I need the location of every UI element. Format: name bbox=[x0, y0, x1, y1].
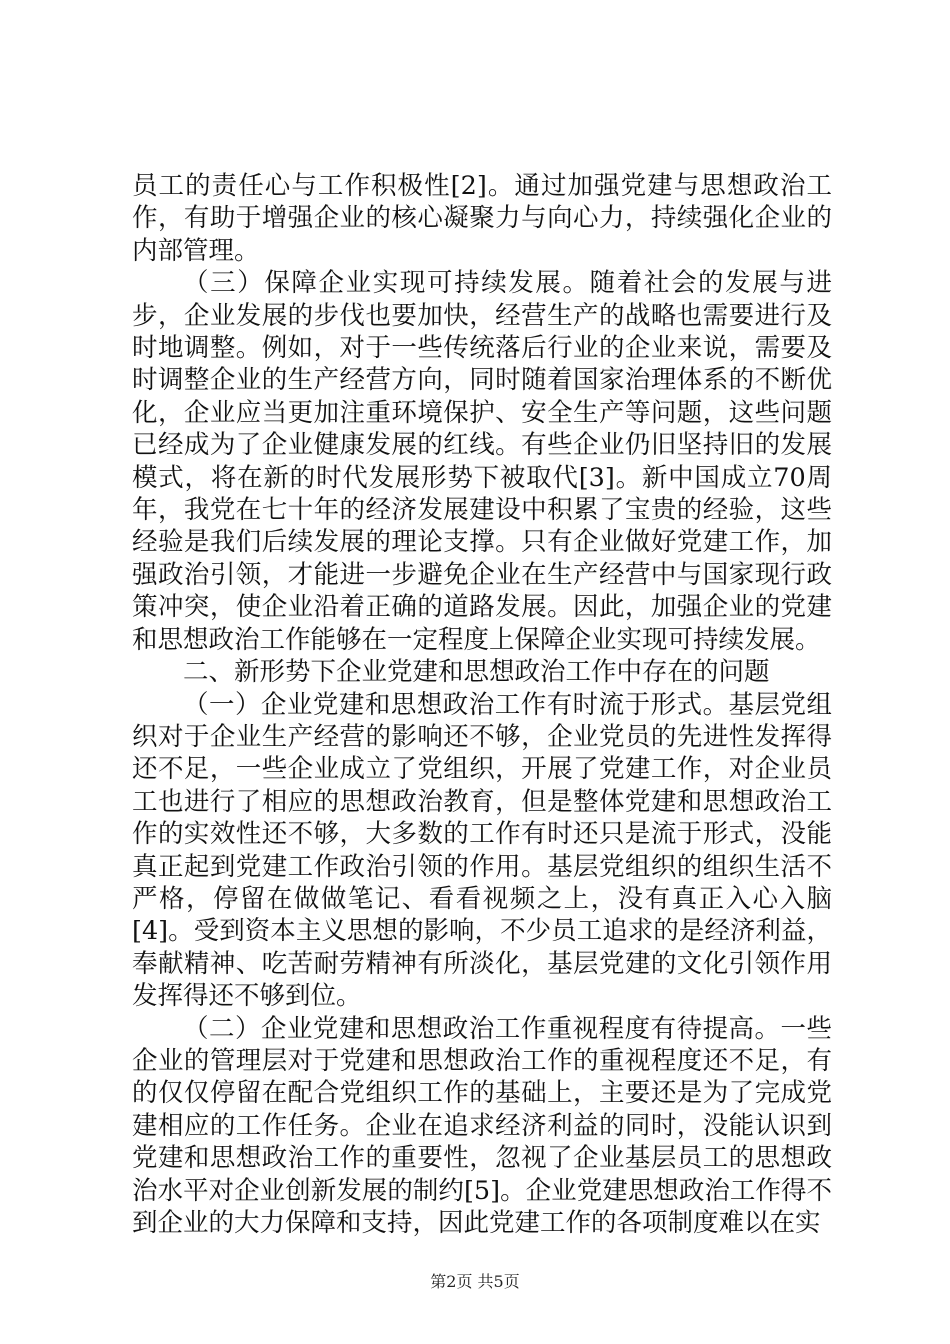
section-heading-problems: 二、新形势下企业党建和思想政治工作中存在的问题 bbox=[183, 657, 770, 688]
paragraph-sustainable-development: （三）保障企业实现可持续发展。随着社会的发展与进步，企业发展的步伐也要加快，经营生产的战略也需要进行及时地调整。例如，对于一些传统落后行业的企业来说，需要及时调整企业的生产经营方向，同时随着国家治理体系的不断优化，企业应当更加注重环境保护、安全生产等问题，这些问题已经成为了企业健康发展的红线。有些企业仍旧坚持旧的发展模式，将在新的时代发展形势下被取代[3]。新中国成立70周年，我党在七十年的经济发展建设中积累了宝贵的经验，这些经验是我们后续发展的理论支撑。只有企业做好党建工作，加强政治引领，才能进一步避免企业在生产经营中与国家现行政策冲突，使企业沿着正确的道路发展。因此，加强企业的党建和思想政治工作能够在一定程度上保障企业实现可持续发展。 bbox=[132, 268, 832, 655]
document-body bbox=[132, 170, 832, 1239]
page-footer: 第2页 共5页 bbox=[430, 1272, 520, 1291]
paragraph-continued: 员工的责任心与工作积极性[2]。通过加强党建与思想政治工作，有助于增强企业的核心凝聚力与向心力，持续强化企业的内部管理。 bbox=[132, 171, 832, 266]
paragraph-formalism: （一）企业党建和思想政治工作有时流于形式。基层党组织对于企业生产经营的影响还不够，企业党员的先进性发挥得还不足，一些企业成立了党组织，开展了党建工作，对企业员工也进行了相应的思想政治教育，但是整体党建和思想政治工作的实效性还不够，大多数的工作有时还只是流于形式，没能真正起到党建工作政治引领的作用。基层党组织的组织生活不严格，停留在做做笔记、看看视频之上，没有真正入心入脑[4]。受到资本主义思想的影响，不少员工追求的是经济利益，奉献精神、吃苦耐劳精神有所淡化，基层党建的文化引领作用发挥得还不够到位。 bbox=[132, 689, 832, 1012]
paragraph-attention: （二）企业党建和思想政治工作重视程度有待提高。一些企业的管理层对于党建和思想政治工作的重视程度还不足，有的仅仅停留在配合党组织工作的基础上，主要还是为了完成党建相应的工作任务。企业在追求经济利益的同时，没能认识到党建和思想政治工作的重要性，忽视了企业基层员工的思想政治水平对企业创新发展的制约[5]。企业党建思想政治工作得不到企业的大力保障和支持，因此党建工作的各项制度难以在实 bbox=[132, 1013, 832, 1238]
